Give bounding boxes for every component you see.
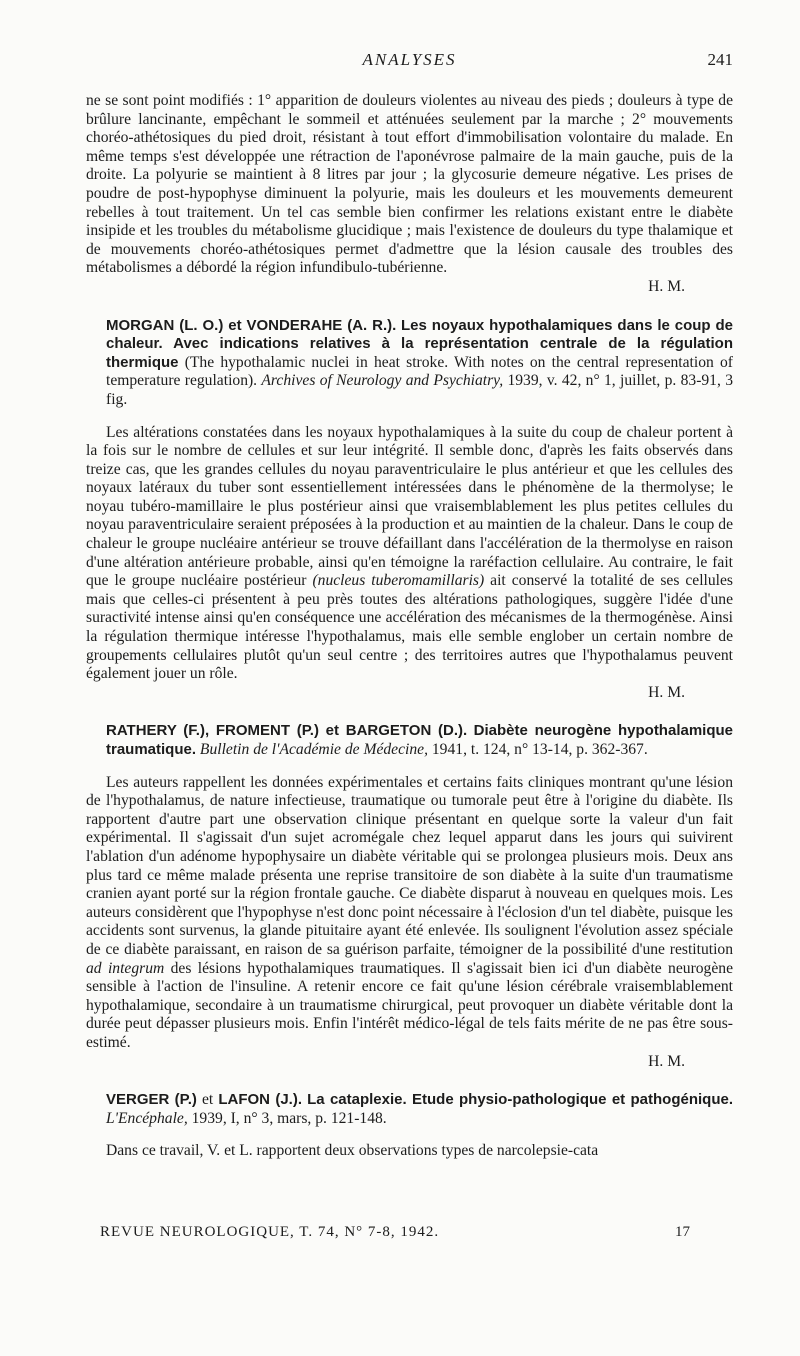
entry-title: La cataplexie. Etude physio-pathologique et pathogénique. (307, 1091, 733, 1109)
abstract-body: Dans ce travail, V. et L. rapportent deux observations types de narcolepsie-cata (106, 1142, 599, 1160)
abstract-text: Les altérations constatées dans les noyaux hypothalamiques à la suite du coup de chaleur portent à la fois sur le nombre de cellules et sur leur intégrité. Il semble donc, d'après les faits observés dans treize cas, que les grandes cellules du noyau paraventriculaire le plus antérieur et que les cellules des noyaux latéraux du tuber sont essentiellement intéressées dans le phénomène de la thermolyse; le noyau tubéro-mamillaire le plus postérieur ainsi que vraisemblablement les plus petites cellules du noyau paraventriculaire seraient préposées à la production et au maintien de la chaleur. Dans le coup de chaleur le groupe nucléaire antérieur se trouve défaillant dans l'accélération de la thermolyse en raison d'une altération antérieure probable, ainsi qu'en témoigne la raréfaction cellulaire. Au contraire, le fait que le groupe nucléaire postérieur (86, 423, 733, 590)
entry-journal: L'Encéphale, (106, 1109, 188, 1127)
entry-citation: 1939, v. 42, n° 1, juillet, p. 83-91, 3 fig. (106, 372, 733, 408)
page-number: 241 (707, 50, 733, 69)
entry-title: Les noyaux hypothalamiques dans le coup de chaleur. Avec indications relatives à la représentation centrale de la régulation thermique (106, 316, 734, 371)
entry-conjunction: et (202, 1091, 214, 1109)
entry-title: Diabète neurogène hypothalamique traumatique. (106, 722, 733, 758)
abstract-entry-verger (86, 1091, 733, 1128)
signature-mark: 17 (675, 1224, 690, 1240)
reviewer-signature: H. M. (648, 1052, 685, 1070)
entry-authors: VERGER (P.) (106, 1091, 197, 1109)
entry-authors: MORGAN (L. O.) et VONDERAHE (A. R.). (106, 316, 397, 334)
abstract-text: Les auteurs rappellent les données expérimentales et certains faits cliniques montrant qu'une lésion de l'hypothalamus, de nature infectieuse, traumatique ou tumorale peut être à l'origine du diabète. Ils rapportent d'autre part une observation clinique présentant en quelque sorte la valeur d'un fait expérimental. Il s'agissait d'un sujet acromégale chez lequel apparut dans les jours qui suivirent l'ablation d'un adénome hypophysaire un diabète véritable qui se prolongea plusieurs mois. Deux ans plus tard ce même malade présenta une reprise transitoire de son diabète à la suite d'un traumatisme cranien ayant porté sur la région frontale gauche. Ce diabète disparut à nouveau en quelques mois. Les auteurs considèrent que l'hypophyse n'est donc point nécessaire à l'éclosion d'un tel diabète, puisque les accidents sont survenus, la glande pituitaire ayant été enlevée. Ils soulignent l'évolution assez spéciale de ce diabète paraissant, en raison de sa guérison parfaite, témoigner de la possibilité d'une restitution (86, 773, 733, 958)
reviewer-signature: H. M. (648, 683, 685, 701)
entry-journal: Bulletin de l'Académie de Médecine, (199, 741, 428, 758)
abstract-body (86, 424, 733, 684)
abstract-entry-morgan (86, 317, 733, 410)
reviewer-signature: H. M. (648, 277, 685, 295)
entry-authors: LAFON (J.). (218, 1091, 303, 1109)
journal-issue: REVUE NEUROLOGIQUE, T. 74, N° 7-8, 1942. (100, 1224, 440, 1240)
entry-journal: Archives of Neurology and Psychiatry, (261, 372, 504, 390)
abstract-entry-rathery (86, 722, 733, 759)
continued-paragraph: ne se sont point modifiés : 1° apparition de douleurs violentes au niveau des pieds ; douleurs à type de brûlure lancinante, empêchant le sommeil et atténuées seulement par la marche ; 2° mouvements choréo-athétosiques du pied droit, résistant à tout effort d'immobilisation volontaire du malade. En même temps s'est développée une rétraction de l'aponévrose palmaire de la main gauche, puis de la droite. La polyurie se maintient à 8 litres par jour ; la glycosurie demeure négative. Les prises de poudre de post-hypophyse diminuent la polyurie, mais les douleurs et les mouvements demeurent rebelles à tout traitement. Un tel cas semble bien confirmer les relations existant entre le diabète insipide et les troubles du métabolisme glucidique ; mais l'existence de douleurs du type thalamique et de mouvements choréo-athétosiques permet d'admettre que la lésion causale des troubles des métabolismes a débordé la région infundibulo-tubérienne. (86, 92, 733, 277)
abstract-text: ait conservé la totalité de ses cellules mais que celles-ci présentent à peu près toutes des altérations pathologiques, suggère l'idée d'une suractivité intense ainsi qu'en conséquence une accélération des mécanismes de la thermogénèse. Ainsi la régulation thermique intéresse l'hypothalamus, mais elle semble englober un certain nombre de groupements cellulaires plutôt qu'un seul centre ; des territoires autres que l'hypothalamus peuvent également jouer un rôle. (86, 572, 733, 683)
page-header (86, 50, 733, 76)
abstract-body (86, 774, 733, 1053)
entry-citation: 1941, t. 124, n° 13-14, p. 362-367. (431, 741, 648, 758)
page-body (86, 92, 733, 1161)
page-footer (100, 1224, 690, 1246)
abstract-latin-term: (nucleus tuberomamillaris) (312, 572, 485, 590)
entry-authors: RATHERY (F.), FROMENT (P.) et BARGETON (D.). (106, 722, 468, 740)
abstract-latin-term: ad integrum (86, 959, 165, 977)
entry-citation: 1939, I, n° 3, mars, p. 121-148. (191, 1109, 387, 1127)
running-title: ANALYSES (362, 50, 457, 69)
entry-original-title: (The hypothalamic nuclei in heat stroke. With notes on the central representation of temperature regulation). (106, 353, 733, 390)
abstract-text: des lésions hypothalamiques traumatiques. Il s'agissait bien ici d'un diabète neurogène sensible à l'action de l'insuline. A retenir encore ce fait qu'une lésion cérébrale vraisemblablement hypothalamique, secondaire à un traumatisme chirurgical, peut provoquer un diabète véritable dont la durée peut dépasser plusieurs mois. Enfin l'intérêt médico-légal de tels faits mérite de ne pas être sous-estimé. (86, 959, 733, 1051)
